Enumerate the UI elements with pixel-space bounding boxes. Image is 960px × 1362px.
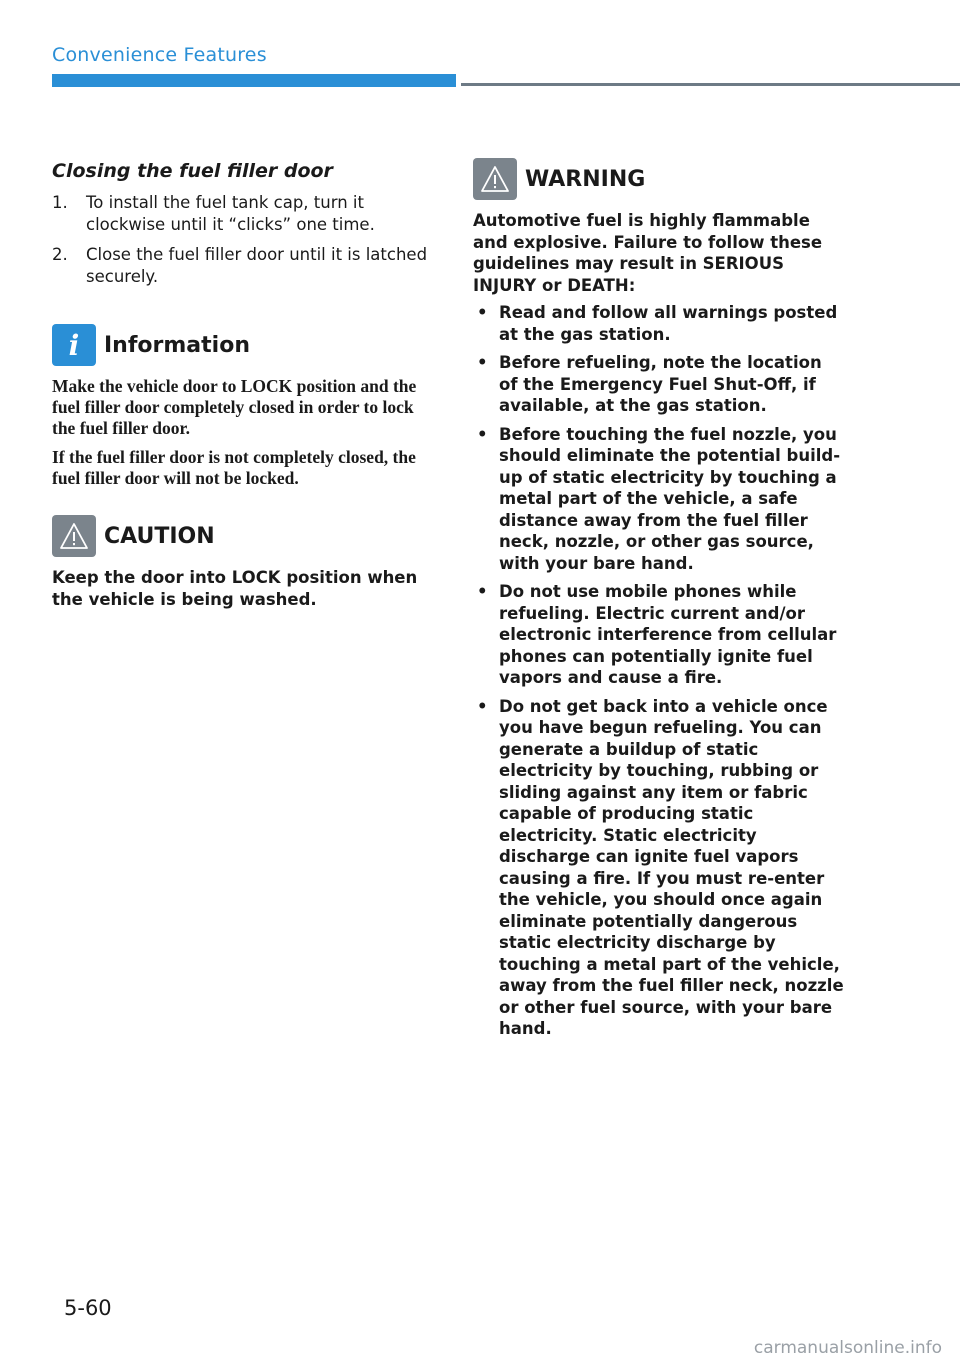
information-paragraph: Make the vehicle door to LOCK position and the fuel filler door completely closed in order to lock the fuel filler door. (52, 376, 417, 438)
warning-bullet-text: Read and follow all warnings posted at the gas station. (499, 303, 838, 344)
warning-triangle-icon (52, 515, 96, 557)
information-title: Information (104, 332, 250, 358)
warning-bullet-item (473, 302, 845, 345)
caution-notice (52, 515, 432, 610)
warning-notice (473, 158, 845, 1040)
warning-bullet-list (473, 302, 845, 1040)
section-title: Convenience Features (52, 44, 267, 66)
bullet-marker: • (477, 696, 488, 716)
header-rule-accent (52, 74, 456, 87)
bullet-marker: • (477, 424, 488, 444)
step-number: 1. (52, 193, 68, 212)
warning-triangle-icon (473, 158, 517, 200)
caution-title: CAUTION (104, 523, 215, 549)
caution-header (52, 515, 432, 557)
information-header (52, 324, 432, 366)
step-list (52, 192, 432, 288)
warning-intro: Automotive fuel is highly flammable and explosive. Failure to follow these guidelines may result in SERIOUS INJURY or DEATH: (473, 211, 823, 295)
step-text: To install the fuel tank cap, turn it clockwise until it “clicks” one time. (86, 193, 375, 234)
warning-title: WARNING (525, 166, 646, 192)
warning-bullet-text: Do not get back into a vehicle once you have begun refueling. You can generate a buildup of static electricity by touching, rubbing or sliding against any item or fabric capable of producing static electricity. Static electricity discharge can ignite fuel vapors causing a fire. If you must re-enter the vehicle, you should once again eliminate potentially dangerous static electricity discharge by touching a metal part of the vehicle, away from the fuel filler neck, nozzle or other fuel source, with your bare hand. (499, 696, 844, 1038)
warning-bullet-item (473, 352, 845, 417)
warning-bullet-text: Before touching the fuel nozzle, you should eliminate the potential build-up of static electricity by touching a metal part of the vehicle, a safe distance away from the fuel filler neck, nozzle, or other gas source, with your bare hand. (499, 424, 841, 573)
step-text: Close the fuel filler door until it is latched securely. (86, 245, 428, 286)
right-column (473, 158, 845, 1047)
left-column (52, 160, 432, 610)
step-item (52, 192, 432, 236)
header-rule-gray (461, 83, 960, 86)
caution-text: Keep the door into LOCK position when the vehicle is being washed. (52, 568, 418, 609)
warning-bullet-text: Do not use mobile phones while refueling. Electric current and/or electronic interference from cellular phones can potentially ignite fuel vapors and cause a fire. (499, 582, 837, 687)
information-paragraph: If the fuel filler door is not completely closed, the fuel filler door will not be locked. (52, 447, 416, 488)
section-heading: Closing the fuel filler door (52, 160, 333, 182)
watermark: carmanualsonline.info (753, 1338, 942, 1358)
warning-bullet-item (473, 581, 845, 689)
warning-header (473, 158, 845, 200)
page-number: 5-60 (64, 1296, 112, 1320)
warning-bullet-item (473, 424, 845, 575)
information-notice (52, 324, 432, 489)
bullet-marker: • (477, 353, 488, 372)
step-item (52, 244, 432, 288)
warning-bullet-item (473, 696, 845, 1040)
step-number: 2. (52, 245, 68, 264)
bullet-marker: • (477, 303, 488, 322)
info-icon: i (52, 324, 96, 366)
warning-bullet-text: Before refueling, note the location of the Emergency Fuel Shut-Off, if available, at the gas station. (499, 353, 822, 415)
bullet-marker: • (477, 582, 488, 601)
